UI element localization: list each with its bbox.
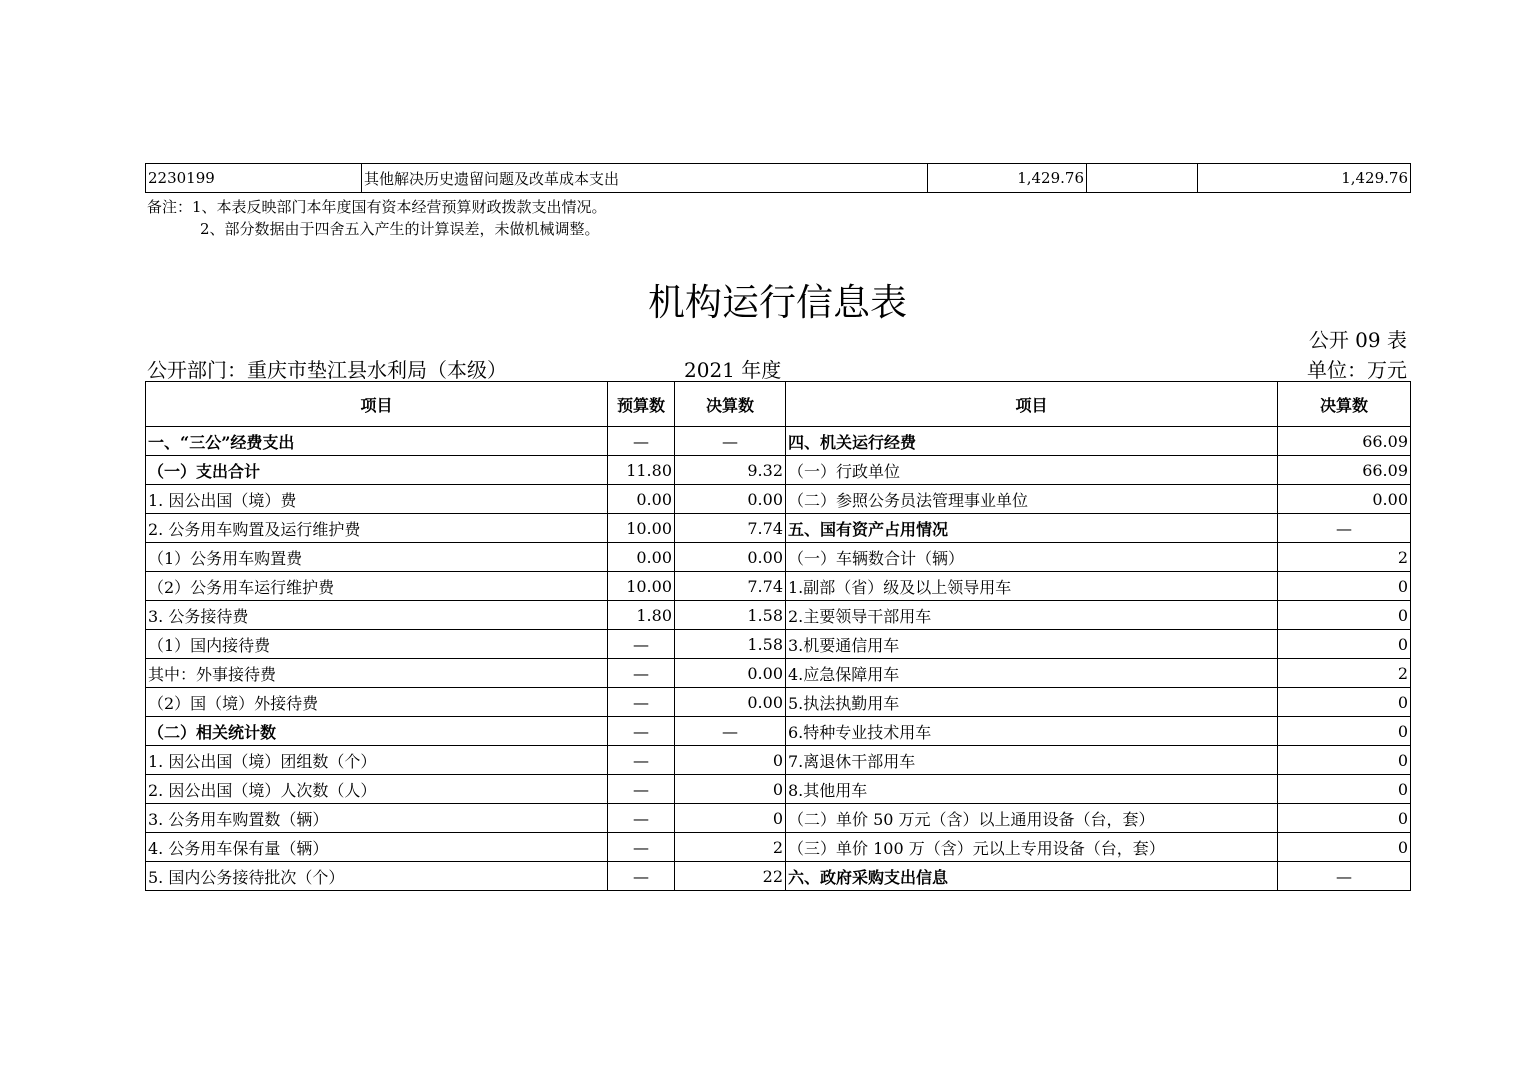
row-final: 1.58 bbox=[675, 601, 786, 630]
header-item2: 项目 bbox=[786, 382, 1278, 427]
row-final: 22 bbox=[675, 862, 786, 891]
row-final-right: 66.09 bbox=[1278, 456, 1411, 485]
info-table bbox=[145, 381, 1411, 891]
row-final: 2 bbox=[675, 833, 786, 862]
row-item-left: 1. 因公出国（境）费 bbox=[146, 485, 608, 514]
header-budget: 预算数 bbox=[608, 382, 675, 427]
row-final-right: 0 bbox=[1278, 688, 1411, 717]
row-item-left: 1. 因公出国（境）团组数（个） bbox=[146, 746, 608, 775]
row-final-right: — bbox=[1278, 862, 1411, 891]
row-item-left: 其中：外事接待费 bbox=[146, 659, 608, 688]
table-row bbox=[146, 717, 1411, 746]
row-final: 0 bbox=[675, 775, 786, 804]
row-item-left: （2）公务用车运行维护费 bbox=[146, 572, 608, 601]
row-budget: 10.00 bbox=[608, 572, 675, 601]
row-item-right: （三）单价 100 万（含）元以上专用设备（台，套） bbox=[786, 833, 1278, 862]
row-final-right: 0 bbox=[1278, 601, 1411, 630]
table-row bbox=[146, 688, 1411, 717]
department: 公开部门：重庆市垫江县水利局（本级） bbox=[147, 358, 507, 382]
row-item-left: （1）公务用车购置费 bbox=[146, 543, 608, 572]
table-row bbox=[146, 833, 1411, 862]
row-budget: — bbox=[608, 746, 675, 775]
table-row bbox=[146, 804, 1411, 833]
row-budget: — bbox=[608, 659, 675, 688]
row-final-right: 0 bbox=[1278, 775, 1411, 804]
row-item-right: （二）参照公务员法管理事业单位 bbox=[786, 485, 1278, 514]
row-final: 0 bbox=[675, 746, 786, 775]
row-item-right: 2.主要领导干部用车 bbox=[786, 601, 1278, 630]
table-header-row bbox=[146, 382, 1411, 427]
page-title: 机构运行信息表 bbox=[648, 281, 907, 324]
header-final2: 决算数 bbox=[1278, 382, 1411, 427]
row-item-right: 8.其他用车 bbox=[786, 775, 1278, 804]
table-row bbox=[146, 601, 1411, 630]
row-budget: — bbox=[608, 630, 675, 659]
table-row bbox=[146, 775, 1411, 804]
row-name: 其他解决历史遗留问题及改革成本支出 bbox=[362, 164, 928, 193]
row-budget: 11.80 bbox=[608, 456, 675, 485]
row-item-left: 2. 因公出国（境）人次数（人） bbox=[146, 775, 608, 804]
row-final-right: — bbox=[1278, 514, 1411, 543]
row-item-right: 四、机关运行经费 bbox=[786, 427, 1278, 456]
row-amount: 1,429.76 bbox=[1198, 164, 1411, 193]
table-row bbox=[146, 572, 1411, 601]
row-final: 7.74 bbox=[675, 514, 786, 543]
row-item-left: 3. 公务用车购置数（辆） bbox=[146, 804, 608, 833]
row-code: 2230199 bbox=[146, 164, 362, 193]
table-row bbox=[146, 543, 1411, 572]
form-number: 公开 09 表 bbox=[1308, 328, 1407, 352]
row-budget: — bbox=[608, 804, 675, 833]
row-final-right: 0 bbox=[1278, 833, 1411, 862]
row-final: — bbox=[675, 717, 786, 746]
row-budget: — bbox=[608, 427, 675, 456]
row-item-left: （二）相关统计数 bbox=[146, 717, 608, 746]
row-item-right: 六、政府采购支出信息 bbox=[786, 862, 1278, 891]
row-final: 9.32 bbox=[675, 456, 786, 485]
row-item-right: 3.机要通信用车 bbox=[786, 630, 1278, 659]
row-item-right: （二）单价 50 万元（含）以上通用设备（台，套） bbox=[786, 804, 1278, 833]
table-row bbox=[146, 630, 1411, 659]
row-final-right: 0 bbox=[1278, 746, 1411, 775]
row-final: — bbox=[675, 427, 786, 456]
table-row bbox=[146, 164, 1411, 193]
table-row bbox=[146, 514, 1411, 543]
row-item-left: 2. 公务用车购置及运行维护费 bbox=[146, 514, 608, 543]
row-item-right: 1.副部（省）级及以上领导用车 bbox=[786, 572, 1278, 601]
row-final: 0 bbox=[675, 804, 786, 833]
row-item-left: 5. 国内公务接待批次（个） bbox=[146, 862, 608, 891]
row-budget: 1.80 bbox=[608, 601, 675, 630]
row-final-right: 0 bbox=[1278, 804, 1411, 833]
row-item-right: （一）车辆数合计（辆） bbox=[786, 543, 1278, 572]
table-row bbox=[146, 862, 1411, 891]
row-final: 7.74 bbox=[675, 572, 786, 601]
row-final-right: 0 bbox=[1278, 717, 1411, 746]
row-item-left: （一）支出合计 bbox=[146, 456, 608, 485]
header-final: 决算数 bbox=[675, 382, 786, 427]
note-line: 备注：1、本表反映部门本年度国有资本经营预算财政拨款支出情况。 bbox=[147, 198, 607, 216]
top-data-table bbox=[145, 163, 1411, 193]
row-final: 0.00 bbox=[675, 543, 786, 572]
row-item-right: 6.特种专业技术用车 bbox=[786, 717, 1278, 746]
row-item-right: 5.执法执勤用车 bbox=[786, 688, 1278, 717]
table-row bbox=[146, 427, 1411, 456]
notes bbox=[147, 196, 607, 240]
row-item-left: （2）国（境）外接待费 bbox=[146, 688, 608, 717]
row-amount bbox=[1087, 164, 1198, 193]
row-budget: 0.00 bbox=[608, 543, 675, 572]
row-final: 0.00 bbox=[675, 659, 786, 688]
row-budget: — bbox=[608, 717, 675, 746]
row-item-left: 一、“三公”经费支出 bbox=[146, 427, 608, 456]
row-item-left: 3. 公务接待费 bbox=[146, 601, 608, 630]
row-final-right: 0 bbox=[1278, 630, 1411, 659]
row-item-left: 4. 公务用车保有量（辆） bbox=[146, 833, 608, 862]
row-item-right: （一）行政单位 bbox=[786, 456, 1278, 485]
row-final: 1.58 bbox=[675, 630, 786, 659]
row-final-right: 66.09 bbox=[1278, 427, 1411, 456]
fiscal-year: 2021 年度 bbox=[684, 358, 782, 382]
row-final-right: 0 bbox=[1278, 572, 1411, 601]
row-final-right: 2 bbox=[1278, 659, 1411, 688]
row-budget: — bbox=[608, 833, 675, 862]
table-row bbox=[146, 746, 1411, 775]
unit-label: 单位：万元 bbox=[1307, 358, 1407, 382]
row-final: 0.00 bbox=[675, 688, 786, 717]
row-item-right: 五、国有资产占用情况 bbox=[786, 514, 1278, 543]
row-budget: — bbox=[608, 688, 675, 717]
row-budget: — bbox=[608, 775, 675, 804]
table-row bbox=[146, 659, 1411, 688]
header-item: 项目 bbox=[146, 382, 608, 427]
row-budget: 10.00 bbox=[608, 514, 675, 543]
row-item-left: （1）国内接待费 bbox=[146, 630, 608, 659]
note-line: 2、部分数据由于四舍五入产生的计算误差，未做机械调整。 bbox=[200, 220, 600, 238]
row-item-right: 7.离退休干部用车 bbox=[786, 746, 1278, 775]
table-row bbox=[146, 456, 1411, 485]
row-budget: — bbox=[608, 862, 675, 891]
row-item-right: 4.应急保障用车 bbox=[786, 659, 1278, 688]
table-row bbox=[146, 485, 1411, 514]
row-amount: 1,429.76 bbox=[928, 164, 1087, 193]
row-final: 0.00 bbox=[675, 485, 786, 514]
row-final-right: 2 bbox=[1278, 543, 1411, 572]
row-final-right: 0.00 bbox=[1278, 485, 1411, 514]
row-budget: 0.00 bbox=[608, 485, 675, 514]
